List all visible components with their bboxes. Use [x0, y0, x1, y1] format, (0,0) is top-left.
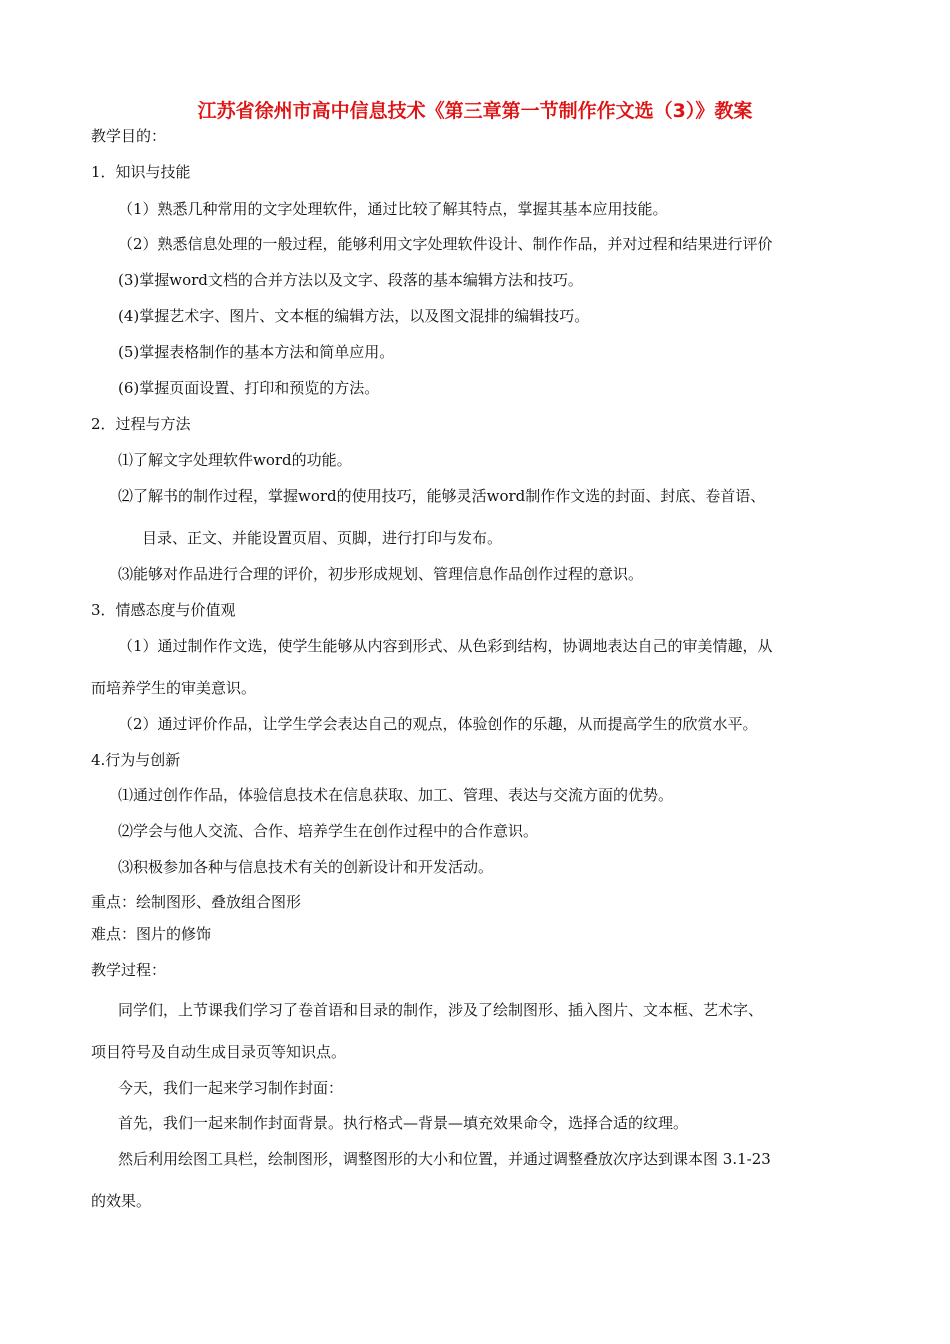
text-line: 首先，我们一起来制作封面背景。执行格式—背景—填充效果命令，选择合适的纹理。 [118, 1114, 689, 1132]
text-line: (6)掌握页面设置、打印和预览的方法。 [118, 379, 380, 397]
text-line: 3．情感态度与价值观 [91, 601, 236, 619]
text-line: 教学过程： [91, 961, 167, 979]
text-line: 2．过程与方法 [91, 415, 191, 433]
text-line: ⑵学会与他人交流、合作、培养学生在创作过程中的合作意识。 [118, 822, 539, 840]
text-line: 1．知识与技能 [91, 163, 191, 181]
text-line: 目录、正文、并能设置页眉、页脚，进行打印与发布。 [142, 529, 503, 547]
text-line: 4.行为与创新 [91, 751, 181, 769]
text-line: 而培养学生的审美意识。 [91, 679, 257, 697]
text-line: （2）熟悉信息处理的一般过程，能够利用文字处理软件设计、制作作品，并对过程和结果进行评价 [118, 235, 773, 253]
text-line: 的效果。 [91, 1192, 152, 1210]
text-line: (5)掌握表格制作的基本方法和简单应用。 [118, 343, 395, 361]
text-line: 难点：图片的修饰 [91, 925, 212, 943]
text-line: ⑶积极参加各种与信息技术有关的创新设计和开发活动。 [118, 858, 494, 876]
text-line: （1）熟悉几种常用的文字处理软件，通过比较了解其特点，掌握其基本应用技能。 [118, 200, 668, 218]
text-line: ⑶能够对作品进行合理的评价，初步形成规划、管理信息作品创作过程的意识。 [118, 565, 644, 583]
text-line: 项目符号及自动生成目录页等知识点。 [91, 1043, 347, 1061]
text-line: ⑴了解文字处理软件word的功能。 [118, 451, 352, 469]
text-line: 重点：绘制图形、叠放组合图形 [91, 893, 302, 911]
text-line: 今天，我们一起来学习制作封面： [118, 1079, 344, 1097]
text-line: 然后利用绘图工具栏，绘制图形，调整图形的大小和位置，并通过调整叠放次序达到课本图 3.1-23 [118, 1150, 771, 1168]
text-line: （1）通过制作作文选，使学生能够从内容到形式、从色彩到结构，协调地表达自己的审美情趣，从 [118, 637, 773, 655]
text-line: （2）通过评价作品，让学生学会表达自己的观点，体验创作的乐趣，从而提高学生的欣赏水平。 [118, 715, 758, 733]
text-line: ⑴通过创作作品，体验信息技术在信息获取、加工、管理、表达与交流方面的优势。 [118, 786, 674, 804]
text-line: (3)掌握word文档的合并方法以及文字、段落的基本编辑方法和技巧。 [118, 271, 583, 289]
text-line: ⑵了解书的制作过程，掌握word的使用技巧，能够灵活word制作作文选的封面、封底、卷首语、 [118, 487, 766, 505]
text-line: (4)掌握艺术字、图片、文本框的编辑方法，以及图文混排的编辑技巧。 [118, 307, 590, 325]
document-title: 江苏省徐州市高中信息技术《第三章第一节制作作文选（3）》教案 [197, 100, 753, 122]
text-line: 同学们，上节课我们学习了卷首语和目录的制作，涉及了绘制图形、插入图片、文本框、艺术字、 [118, 1001, 764, 1019]
text-line: 教学目的： [91, 127, 167, 145]
